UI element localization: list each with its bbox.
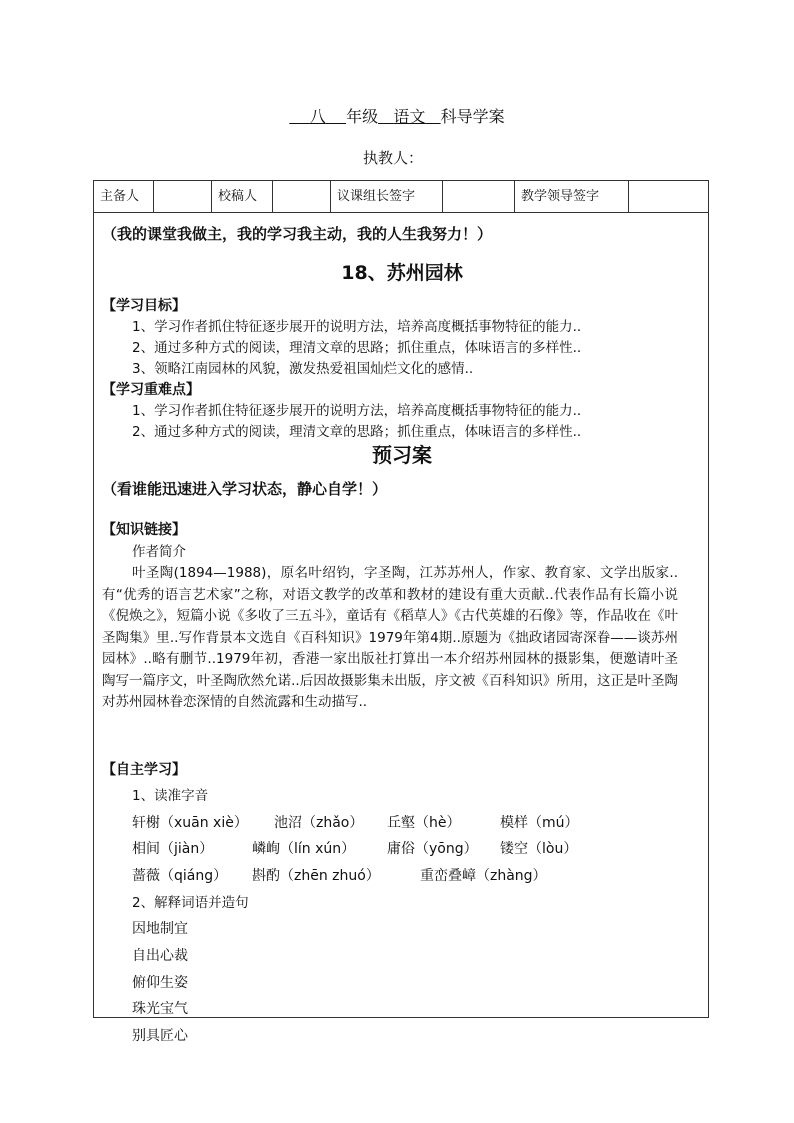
leader-sign-field[interactable]	[629, 181, 708, 213]
pinyin-item: 蔷薇（qiáng）	[132, 868, 228, 884]
pinyin-item: 嶙峋（lín xún）	[252, 841, 356, 857]
pinyin-item: 丘壑（hè）	[387, 815, 461, 831]
group-leader-sign-field[interactable]	[443, 181, 515, 213]
preview-heading: 预习案	[372, 443, 432, 467]
pinyin-item: 斟酌（zhēn zhuó）	[252, 868, 380, 884]
author-intro-paragraph: 叶圣陶(1894—1988)，原名叶绍钧，字圣陶，江苏苏州人，作家、教育家、文学出版家..有“优秀的语言艺术家”之称，对语文教学的改革和教材的建设有重大贡献..代表作品有长篇小说《倪焕之》，短篇小说《多收了三五斗》，童话有《稻草人》《古代英雄的石像》等，作品收在《叶圣陶集》里..写作背景本文选自《百科知识》1979年第4期..原题为《拙政诸园寄深眷——谈苏州园林》..略有删节..1979年初，香港一家出版社打算出一本介绍苏州园林的摄影集，便邀请叶圣陶写一篇序文，叶圣陶欣然允诺..后因故摄影集未出版，序文被《百科知识》所用，这正是叶圣陶对苏州园林眷恋深情的自然流露和生动描写..	[102, 565, 678, 710]
preparer-field[interactable]	[154, 181, 212, 213]
pinyin-item: 庸俗（yōng）	[387, 841, 478, 857]
self-study-heading: 【自主学习】	[102, 762, 186, 778]
goal-item: 2、通过多种方式的阅读，理清文章的思路；抓住重点，体味语言的多样性..	[132, 340, 582, 356]
lesson-title: 18、苏州园林	[341, 262, 463, 284]
grade-blank: 八	[309, 107, 326, 126]
pinyin-item: 轩榭（xuān xiè）	[132, 815, 248, 831]
proofreader-field[interactable]	[273, 181, 331, 213]
title-suffix: 科导学案	[440, 107, 505, 126]
knowledge-heading: 【知识链接】	[102, 522, 186, 538]
pinyin-item: 模样（mú）	[500, 815, 579, 831]
motto: （我的课堂我做主，我的学习我主动，我的人生我努力！）	[102, 225, 493, 243]
proofreader-label: 校稿人	[212, 181, 273, 213]
vocabulary-term: 别具匠心	[132, 1028, 188, 1044]
page-title	[0, 106, 794, 128]
goal-item: 1、学习作者抓住特征逐步展开的说明方法，培养高度概括事物特征的能力..	[132, 319, 582, 335]
key-point-item: 1、学习作者抓住特征逐步展开的说明方法，培养高度概括事物特征的能力..	[132, 403, 582, 419]
group-leader-sign-label: 议课组长签字	[331, 181, 443, 213]
vocabulary-term: 因地制宜	[132, 921, 188, 937]
subject-blank: 语文	[393, 107, 426, 126]
key-points-heading: 【学习重难点】	[102, 382, 200, 398]
pinyin-item: 池沼（zhǎo）	[274, 815, 364, 831]
pronunciation-question: 1、读准字音	[132, 788, 209, 804]
pinyin-item: 相间（jiàn）	[132, 841, 214, 857]
vocabulary-term: 自出心裁	[132, 948, 188, 964]
preparer-label: 主备人	[94, 181, 154, 213]
vocabulary-term: 珠光宝气	[132, 1001, 188, 1017]
worksheet-box	[93, 180, 709, 1044]
goal-item: 3、领略江南园林的风貌，激发热爱祖国灿烂文化的感情..	[132, 361, 474, 377]
pinyin-item: 镂空（lòu）	[500, 841, 578, 857]
author-intro-subheading: 作者简介	[132, 544, 186, 560]
grade-suffix: 年级	[346, 107, 379, 126]
teacher-label: 执教人：	[363, 149, 424, 167]
preview-motto: （看谁能迅速进入学习状态，静心自学！）	[102, 480, 388, 498]
vocabulary-term: 俯仰生姿	[132, 975, 188, 991]
goals-heading: 【学习目标】	[102, 298, 186, 314]
sign-row	[94, 181, 708, 213]
pinyin-item: 重峦叠嶂（zhàng）	[420, 868, 547, 884]
leader-sign-label: 教学领导签字	[515, 181, 629, 213]
vocabulary-question: 2、解释词语并造句	[132, 895, 249, 911]
key-point-item: 2、通过多种方式的阅读，理清文章的思路；抓住重点，体味语言的多样性..	[132, 424, 582, 440]
